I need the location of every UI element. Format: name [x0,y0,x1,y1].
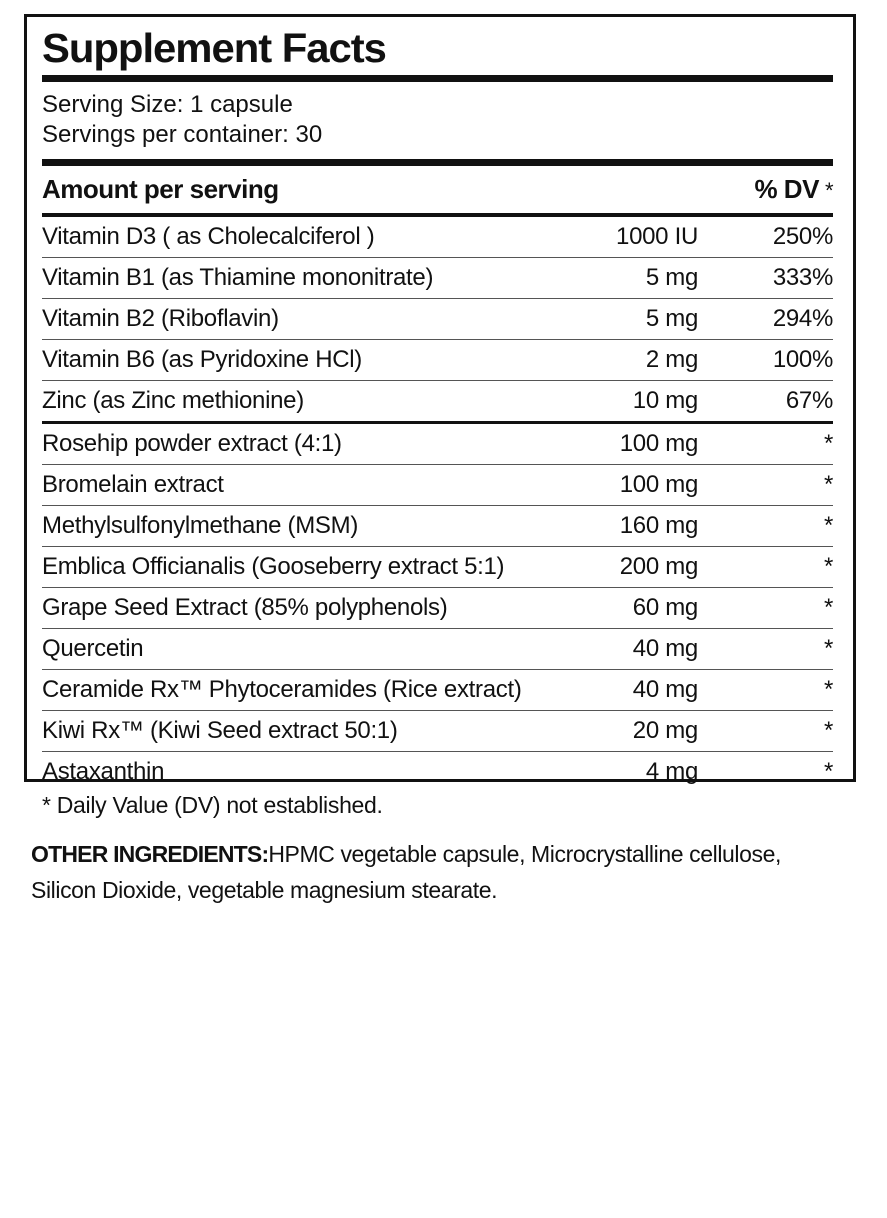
nutrient-name: Vitamin D3 ( as Cholecalciferol ) [42,223,375,250]
nutrient-row [42,340,833,381]
dv-footnote: * Daily Value (DV) not established. [42,792,383,818]
nutrient-amount: 40 mg [632,635,698,662]
nutrient-name: Bromelain extract [42,471,224,498]
nutrient-row [42,629,833,670]
nutrient-dv: * [823,430,833,457]
nutrient-row [42,670,833,711]
nutrient-dv: * [823,512,833,539]
nutrient-amount: 60 mg [632,594,698,621]
vitamins-list [42,217,833,424]
other-ingredients-text: HPMC vegetable capsule, Microcrystalline cellulose, Silicon Dioxide, vegetable magnesium stearate. [31,841,781,903]
nutrient-row [42,506,833,547]
nutrient-amount: 5 mg [645,264,698,291]
nutrient-amount: 200 mg [619,553,698,580]
nutrient-amount: 160 mg [619,512,698,539]
dv-header: % DV [754,174,819,204]
nutrient-name: Vitamin B6 (as Pyridoxine HCl) [42,346,363,373]
nutrient-row [42,547,833,588]
nutrient-amount: 4 mg [645,758,698,785]
panel-title: Supplement Facts [42,25,386,71]
nutrient-row [42,299,833,340]
nutrient-dv: 250% [772,223,833,250]
nutrient-dv: * [823,594,833,621]
serving-info [42,82,833,159]
nutrient-dv: * [823,471,833,498]
nutrient-amount: 40 mg [632,676,698,703]
nutrient-amount: 100 mg [619,471,698,498]
amount-header: Amount per serving [42,174,279,204]
nutrient-name: Zinc (as Zinc methionine) [42,387,304,414]
nutrient-name: Ceramide Rx™ Phytoceramides (Rice extract) [42,676,522,703]
nutrient-dv: * [823,758,833,785]
nutrient-row [42,424,833,465]
nutrient-name: Kiwi Rx™ (Kiwi Seed extract 50:1) [42,717,398,744]
nutrient-amount: 20 mg [632,717,698,744]
nutrient-name: Rosehip powder extract (4:1) [42,430,342,457]
nutrient-row [42,465,833,506]
nutrient-name: Emblica Officianalis (Gooseberry extract 5:1) [42,553,505,580]
other-nutrients-list [42,424,833,792]
nutrient-dv: * [823,553,833,580]
nutrient-amount: 1000 IU [616,223,698,250]
supplement-facts-panel [24,14,856,785]
nutrient-name: Methylsulfonylmethane (MSM) [42,512,359,539]
nutrient-name: Quercetin [42,635,144,662]
nutrient-amount: 5 mg [645,305,698,332]
table-header [42,166,833,213]
other-ingredients-heading: OTHER INGREDIENTS: [31,841,269,867]
nutrient-row [42,258,833,299]
nutrient-amount: 100 mg [619,430,698,457]
servings-per-container: Servings per container: 30 [42,121,323,148]
nutrient-dv: 67% [785,387,833,414]
divider-thick [42,159,833,166]
nutrient-row [42,752,833,792]
serving-size: Serving Size: 1 capsule [42,91,293,118]
nutrient-dv: 294% [772,305,833,332]
nutrient-dv: 100% [772,346,833,373]
nutrient-amount: 2 mg [645,346,698,373]
nutrient-row [42,381,833,424]
nutrient-amount: 10 mg [632,387,698,414]
other-ingredients [31,836,791,908]
nutrient-dv: * [823,717,833,744]
nutrient-name: Astaxanthin [42,758,165,785]
nutrient-dv: * [823,676,833,703]
nutrient-row [42,217,833,258]
divider-thick [42,75,833,82]
nutrient-name: Vitamin B1 (as Thiamine mononitrate) [42,264,434,291]
nutrient-name: Vitamin B2 (Riboflavin) [42,305,279,332]
dv-header-mark: * [824,178,833,203]
nutrient-dv: 333% [772,264,833,291]
nutrient-row [42,711,833,752]
nutrient-name: Grape Seed Extract (85% polyphenols) [42,594,448,621]
nutrient-row [42,588,833,629]
nutrient-dv: * [823,635,833,662]
